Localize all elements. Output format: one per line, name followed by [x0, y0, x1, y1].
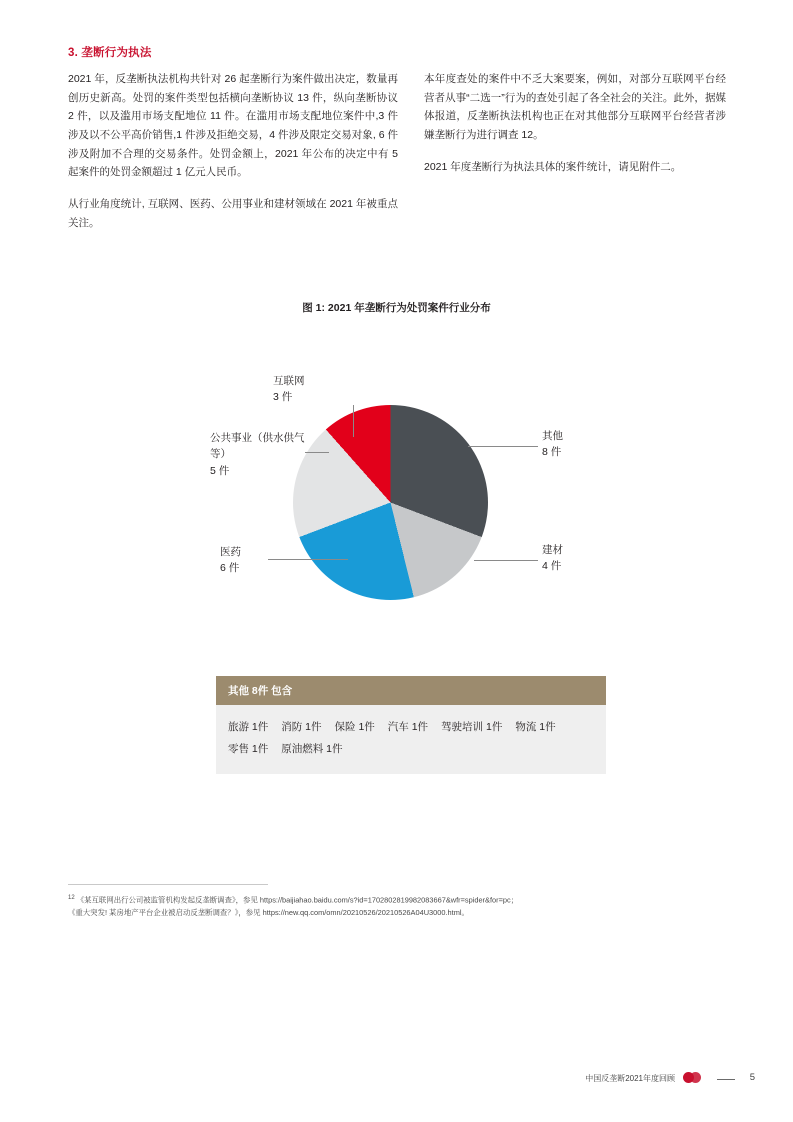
pie-label-name: 公共事业（供水供气等）: [210, 432, 305, 461]
other-item: 旅游 1件: [228, 721, 269, 733]
other-row: [228, 717, 594, 739]
page-footer: [0, 1070, 793, 1094]
pie-label-value: 4 件: [542, 560, 562, 573]
pie-label-value: 5 件: [210, 464, 230, 477]
pie-label-pharma: [220, 544, 300, 577]
footnote-divider: [68, 884, 268, 885]
pie-slices: [293, 405, 488, 600]
other-item: 汽车 1件: [387, 721, 429, 733]
footnote-text: 《重大突发! 某房地产平台企业被启动反垄断调查？》，参见 https://new.qq.com/omn/20210526/20210526A04U3000.html。: [68, 908, 469, 918]
footnote-marker: 12: [68, 895, 75, 901]
other-item: 原油燃料 1件: [281, 742, 343, 755]
footer-divider: [717, 1079, 735, 1080]
pie-label-value: 8 件: [542, 446, 562, 459]
pie-label-building: [542, 542, 622, 575]
leader-line: [305, 452, 329, 453]
other-item: 物流 1件: [515, 721, 556, 733]
pie-label-name: 互联网: [273, 375, 305, 387]
other-breakdown-box: [216, 676, 606, 774]
other-breakdown-header: 其他 8件 包含: [216, 676, 606, 705]
brand-logo-icon: [683, 1072, 705, 1084]
page-number: 5: [749, 1072, 755, 1083]
footnote-line: [68, 893, 708, 907]
other-item: 消防 1件: [281, 721, 322, 733]
pie-label-name: 医药: [220, 546, 241, 558]
footer-title: 中国反垄断2021年度回顾: [585, 1074, 675, 1083]
pie-graphic: [293, 405, 488, 600]
paragraph: 2021 年，反垄断执法机构共针对 26 起垄断行为案件做出决定，数量再创历史新高。处罚的案件类型包括横向垄断协议 13 件，纵向垄断协议 2 件，以及滥用市场支配地位 11 件。在滥用市场支配地位案件中,3 件涉及以不公平高价销售,1 件涉及拒绝交易，4 件涉及限定交易对象, 6 件涉及附加不合理的交易条件。处罚金额上，2021 年公布的决定中有 5 起案件的处罚金额超过 1 亿元人民币。: [68, 73, 398, 179]
pie-label-value: 3 件: [273, 391, 293, 404]
pie-label-name: 建材: [542, 544, 563, 556]
other-item: 驾驶培训 1件: [441, 721, 503, 733]
pie-label-internet: [273, 373, 305, 406]
paragraph: 2021 年度垄断行为执法具体的案件统计，请见附件二。: [424, 160, 682, 173]
leader-line: [474, 560, 538, 561]
footnote-line: [68, 907, 708, 920]
pie-label-other: [542, 428, 622, 461]
pie-chart: [68, 345, 728, 645]
footnote-text: 《某互联网出行公司被监管机构发起反垄断调查》，参见 https://baijiahao.baidu.com/s?id=1702802819982083667&wfr=spider&for=pc；: [76, 895, 519, 905]
body-column-right: [424, 70, 726, 189]
figure-title: 图 1: 2021 年垄断行为处罚案件行业分布: [302, 302, 491, 314]
leader-line: [468, 446, 538, 447]
pie-label-value: 6 件: [220, 562, 240, 575]
paragraph: 本年度查处的案件中不乏大案要案，例如，对部分互联网平台经营者从事“二选一”行为的查处引起了各全社会的关注。此外，据媒体报道，反垄断执法机构也正在对其他部分互联网平台经营者涉嫌垄断行为进行调查 12。: [424, 73, 726, 142]
other-breakdown-body: [216, 705, 606, 774]
pie-label-utilities: [210, 430, 305, 479]
footnote: [68, 893, 708, 920]
leader-line: [353, 405, 354, 437]
leader-line: [268, 559, 348, 560]
other-item: 零售 1件: [228, 742, 269, 755]
other-row: [228, 739, 594, 761]
other-item: 保险 1件: [334, 721, 375, 733]
page-title: 3. 垄断行为执法: [68, 47, 152, 59]
body-column-left: [68, 70, 398, 246]
paragraph: 从行业角度统计, 互联网、医药、公用事业和建材领域在 2021 年被重点关注。: [68, 198, 398, 229]
pie-label-name: 其他: [542, 430, 563, 442]
